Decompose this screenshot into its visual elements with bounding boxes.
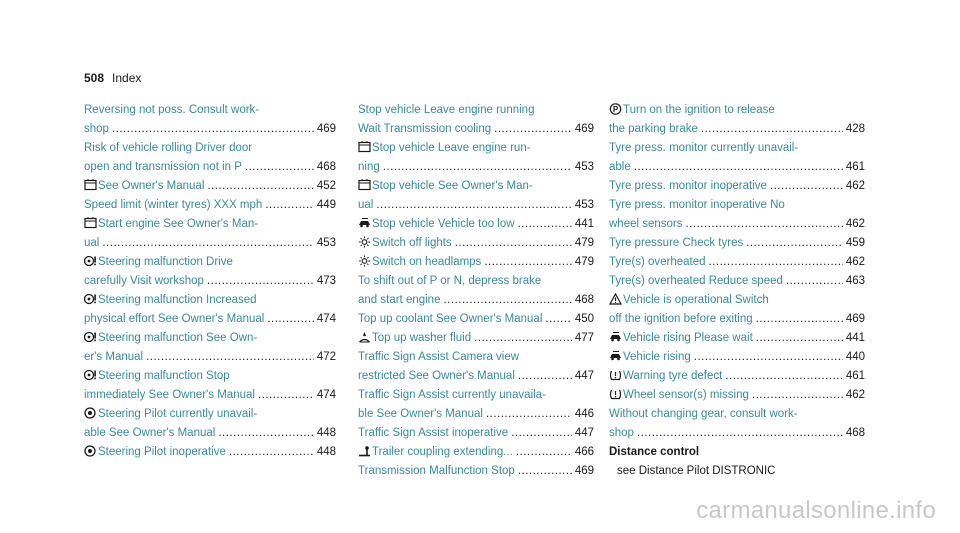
dot-leader xyxy=(102,234,313,253)
index-entry-text: Vehicle rising xyxy=(623,351,691,363)
page-reference[interactable]: 441 xyxy=(845,332,865,344)
index-entry-text: Stop vehicle Vehicle too low xyxy=(372,218,515,230)
page-reference[interactable]: 428 xyxy=(845,123,865,135)
index-entry[interactable] xyxy=(358,443,594,462)
page-reference[interactable]: 469 xyxy=(574,465,594,477)
page-reference[interactable]: 461 xyxy=(845,370,865,382)
index-entry[interactable] xyxy=(358,424,594,443)
index-entry[interactable] xyxy=(358,234,594,253)
dot-leader xyxy=(486,405,572,424)
dot-leader xyxy=(494,120,572,139)
section-title: Index xyxy=(112,71,142,85)
page-reference[interactable]: 474 xyxy=(316,313,336,325)
dot-leader xyxy=(207,272,314,291)
index-entry[interactable] xyxy=(609,101,865,139)
watermark: carmanualsonline.info xyxy=(696,497,936,524)
page-reference[interactable]: 448 xyxy=(316,427,336,439)
index-entry-text: Tyre pressure Check tyres xyxy=(609,237,744,249)
index-entry-text: To shift out of P or N, depress brake xyxy=(358,275,542,287)
index-entry-text: Vehicle rising Please wait xyxy=(623,332,753,344)
index-entry-text: and start engine xyxy=(358,294,441,306)
page-reference[interactable]: 474 xyxy=(316,389,336,401)
index-entry-text: off the ignition before exiting xyxy=(609,313,753,325)
page-header xyxy=(84,71,141,85)
index-entry[interactable] xyxy=(609,291,865,329)
index-entry-text: ual xyxy=(358,199,374,211)
page-reference[interactable]: 453 xyxy=(316,237,336,249)
index-see-reference[interactable]: see Distance Pilot DISTRONIC xyxy=(617,465,776,477)
index-entry-text: Stop vehicle Leave engine running xyxy=(358,104,535,116)
car-level-icon xyxy=(358,217,371,229)
page-reference[interactable]: 450 xyxy=(574,313,594,325)
index-entry-text: Steering malfunction Stop xyxy=(98,370,230,382)
index-entry[interactable] xyxy=(84,196,336,215)
page-reference[interactable]: 453 xyxy=(574,199,594,211)
index-entry-text: Traffic Sign Assist Camera view xyxy=(358,351,520,363)
dot-leader xyxy=(229,443,314,462)
dot-leader xyxy=(484,253,572,272)
dot-leader xyxy=(637,424,843,443)
index-entry[interactable] xyxy=(84,253,336,291)
index-entry-text: open and transmission not in P xyxy=(84,161,242,173)
tyre-warning-icon xyxy=(609,369,622,381)
index-entry[interactable] xyxy=(358,386,594,424)
index-entry[interactable] xyxy=(609,196,865,234)
index-entry-text: immediately See Owner's Manual xyxy=(84,389,255,401)
page-reference[interactable]: 469 xyxy=(845,313,865,325)
index-entry-text: wheel sensors xyxy=(609,218,683,230)
dot-leader xyxy=(518,462,572,481)
index-entry[interactable] xyxy=(358,462,594,481)
index-entry-text: Switch off lights xyxy=(372,237,452,249)
trailer-icon xyxy=(358,445,371,457)
index-entry[interactable] xyxy=(84,405,336,443)
steering-warning-icon xyxy=(84,293,97,305)
index-entry[interactable] xyxy=(84,139,336,177)
index-column-3 xyxy=(609,101,865,481)
dot-leader xyxy=(756,310,843,329)
index-entry-text: able xyxy=(609,161,631,173)
index-entry[interactable] xyxy=(84,291,336,329)
page-reference[interactable]: 469 xyxy=(574,123,594,135)
page-reference[interactable]: 448 xyxy=(316,446,336,458)
index-entry-text: Tyre press. monitor currently unavail- xyxy=(609,142,799,154)
display-icon xyxy=(358,179,371,191)
page-reference[interactable]: 447 xyxy=(574,370,594,382)
index-entry-text: shop xyxy=(84,123,109,135)
dot-leader xyxy=(376,196,571,215)
index-entry[interactable] xyxy=(609,234,865,253)
index-entry-text: Start engine See Owner's Man- xyxy=(98,218,259,230)
index-entry-text: Stop vehicle See Owner's Man- xyxy=(372,180,533,192)
dot-leader xyxy=(701,120,843,139)
page-reference[interactable]: 469 xyxy=(316,123,336,135)
index-entry-text: Steering malfunction See Own- xyxy=(98,332,258,344)
index-entry[interactable] xyxy=(609,367,865,386)
page-reference[interactable]: 466 xyxy=(574,446,594,458)
page-reference[interactable]: 472 xyxy=(316,351,336,363)
index-entry[interactable] xyxy=(84,367,336,405)
dot-leader xyxy=(265,196,314,215)
index-entry[interactable] xyxy=(358,101,594,139)
index-entry-text: the parking brake xyxy=(609,123,698,135)
display-icon xyxy=(84,179,97,191)
page-reference[interactable]: 477 xyxy=(574,332,594,344)
dot-leader xyxy=(518,215,572,234)
page-reference[interactable]: 441 xyxy=(574,218,594,230)
index-entry[interactable] xyxy=(358,310,594,329)
index-entry[interactable] xyxy=(358,329,594,348)
index-entry[interactable] xyxy=(358,177,594,215)
dot-leader xyxy=(245,158,314,177)
washer-icon xyxy=(358,331,371,343)
index-entry-text: Switch on headlamps xyxy=(372,256,482,268)
steering-pilot-icon xyxy=(84,407,97,419)
index-entry-text: ble See Owner's Manual xyxy=(358,408,483,420)
index-entry-text: carefully Visit workshop xyxy=(84,275,204,287)
car-level-icon xyxy=(609,331,622,343)
page-reference[interactable]: 462 xyxy=(845,389,865,401)
page-reference[interactable]: 468 xyxy=(845,427,865,439)
index-entry-text: Tyre press. monitor inoperative xyxy=(609,180,767,192)
dot-leader xyxy=(518,367,572,386)
index-column-2 xyxy=(358,101,594,481)
index-entry-text: Reversing not poss. Consult work- xyxy=(84,104,260,116)
dot-leader xyxy=(207,177,313,196)
index-entry-text: Traffic Sign Assist inoperative xyxy=(358,427,509,439)
index-entry[interactable] xyxy=(609,405,865,443)
index-entry[interactable] xyxy=(609,253,865,272)
page-reference[interactable]: 462 xyxy=(845,218,865,230)
index-entry-text: Vehicle is operational Switch xyxy=(623,294,769,306)
index-entry[interactable] xyxy=(609,272,865,291)
index-entry-text: Tyre(s) overheated Reduce speed xyxy=(609,275,783,287)
page-reference[interactable]: 449 xyxy=(316,199,336,211)
index-entry[interactable] xyxy=(609,177,865,196)
index-entry-text: Tyre press. monitor inoperative No xyxy=(609,199,785,211)
index-entry-text: Risk of vehicle rolling Driver door xyxy=(84,142,253,154)
index-entry-text: Tyre(s) overheated xyxy=(609,256,706,268)
dot-leader xyxy=(516,443,572,462)
index-entry-text: physical effort See Owner's Manual xyxy=(84,313,265,325)
page-reference[interactable]: 479 xyxy=(574,237,594,249)
index-entry-text: able See Owner's Manual xyxy=(84,427,216,439)
index-entry-text: Traffic Sign Assist currently unavaila- xyxy=(358,389,546,401)
light-icon xyxy=(358,236,371,248)
index-entry-text: restricted See Owner's Manual xyxy=(358,370,515,382)
warning-triangle-icon xyxy=(609,293,622,305)
steering-pilot-icon xyxy=(84,445,97,457)
page-number: 508 xyxy=(84,71,105,85)
dot-leader xyxy=(770,177,843,196)
index-entry-text: Wheel sensor(s) missing xyxy=(623,389,749,401)
index-entry-text: Turn on the ignition to release xyxy=(623,104,775,116)
index-entry[interactable] xyxy=(84,215,336,253)
car-level-icon xyxy=(609,350,622,362)
index-entry-text: Warning tyre defect xyxy=(623,370,723,382)
index-entry-text: Steering Pilot inoperative xyxy=(98,446,226,458)
dot-leader xyxy=(752,386,843,405)
index-entry-text: er's Manual xyxy=(84,351,144,363)
dot-leader xyxy=(511,424,572,443)
dot-leader xyxy=(443,291,571,310)
index-entry[interactable] xyxy=(358,139,594,177)
dot-leader xyxy=(725,367,843,386)
index-entry[interactable] xyxy=(358,215,594,234)
dot-leader xyxy=(383,158,572,177)
page-reference[interactable]: 440 xyxy=(845,351,865,363)
dot-leader xyxy=(634,158,843,177)
index-entry-text: ning xyxy=(358,161,380,173)
index-column-1 xyxy=(84,101,336,462)
dot-leader xyxy=(709,253,843,272)
index-entry-text: Steering malfunction Drive xyxy=(98,256,233,268)
dot-leader xyxy=(694,348,843,367)
tyre-warning-icon xyxy=(609,388,622,400)
index-column-3-entries xyxy=(609,101,865,443)
index-entry[interactable] xyxy=(609,348,865,367)
page-reference[interactable]: 473 xyxy=(316,275,336,287)
page-reference[interactable]: 462 xyxy=(845,256,865,268)
page-reference[interactable]: 452 xyxy=(316,180,336,192)
dot-leader xyxy=(218,424,313,443)
index-entry-text: Transmission Malfunction Stop xyxy=(358,465,515,477)
page-reference[interactable]: 459 xyxy=(845,237,865,249)
page-reference[interactable]: 447 xyxy=(574,427,594,439)
index-entry[interactable] xyxy=(84,443,336,462)
index-entry-text: Wait Transmission cooling xyxy=(358,123,492,135)
dot-leader xyxy=(474,329,572,348)
index-entry[interactable] xyxy=(84,329,336,367)
page-reference[interactable]: 446 xyxy=(574,408,594,420)
index-entry[interactable] xyxy=(609,386,865,405)
display-icon xyxy=(84,217,97,229)
index-entry-text: Steering Pilot currently unavail- xyxy=(98,408,258,420)
dot-leader xyxy=(267,310,313,329)
index-entry[interactable] xyxy=(358,348,594,386)
page-reference[interactable]: 461 xyxy=(845,161,865,173)
page-reference[interactable]: 453 xyxy=(574,161,594,173)
index-entry-text: Without changing gear, consult work- xyxy=(609,408,798,420)
steering-warning-icon xyxy=(84,369,97,381)
page-reference[interactable]: 468 xyxy=(316,161,336,173)
index-entry-text: shop xyxy=(609,427,634,439)
page-reference[interactable]: 468 xyxy=(574,294,594,306)
dot-leader xyxy=(786,272,843,291)
dot-leader xyxy=(545,310,571,329)
index-entry[interactable] xyxy=(358,253,594,272)
index-entry-text: See Owner's Manual xyxy=(98,180,205,192)
index-heading-distance-control: Distance control xyxy=(609,446,700,458)
page-reference[interactable]: 463 xyxy=(845,275,865,287)
index-entry[interactable] xyxy=(609,139,865,177)
dot-leader xyxy=(686,215,843,234)
index-entry-text: ual xyxy=(84,237,100,249)
index-entry[interactable] xyxy=(358,272,594,310)
dot-leader xyxy=(112,120,314,139)
svg-text:P: P xyxy=(612,104,619,114)
index-entry[interactable] xyxy=(609,329,865,348)
dot-leader xyxy=(746,234,843,253)
index-entry-text: Steering malfunction Increased xyxy=(98,294,257,306)
index-entry-text: Trailer coupling extending... xyxy=(372,446,513,458)
display-icon xyxy=(358,141,371,153)
index-entry-text: Speed limit (winter tyres) XXX mph xyxy=(84,199,263,211)
dot-leader xyxy=(455,234,572,253)
index-entry[interactable] xyxy=(84,177,336,196)
index-entry[interactable] xyxy=(84,101,336,139)
page-reference[interactable]: 479 xyxy=(574,256,594,268)
steering-warning-icon xyxy=(84,331,97,343)
page-reference[interactable]: 462 xyxy=(845,180,865,192)
dot-leader xyxy=(756,329,843,348)
parking-brake-icon xyxy=(609,103,622,115)
dot-leader xyxy=(258,386,314,405)
light-icon xyxy=(358,255,371,267)
index-entry-text: Top up coolant See Owner's Manual xyxy=(358,313,543,325)
steering-warning-icon xyxy=(84,255,97,267)
index-entry-text: Stop vehicle Leave engine run- xyxy=(372,142,531,154)
dot-leader xyxy=(146,348,314,367)
index-entry-text: Top up washer fluid xyxy=(372,332,472,344)
